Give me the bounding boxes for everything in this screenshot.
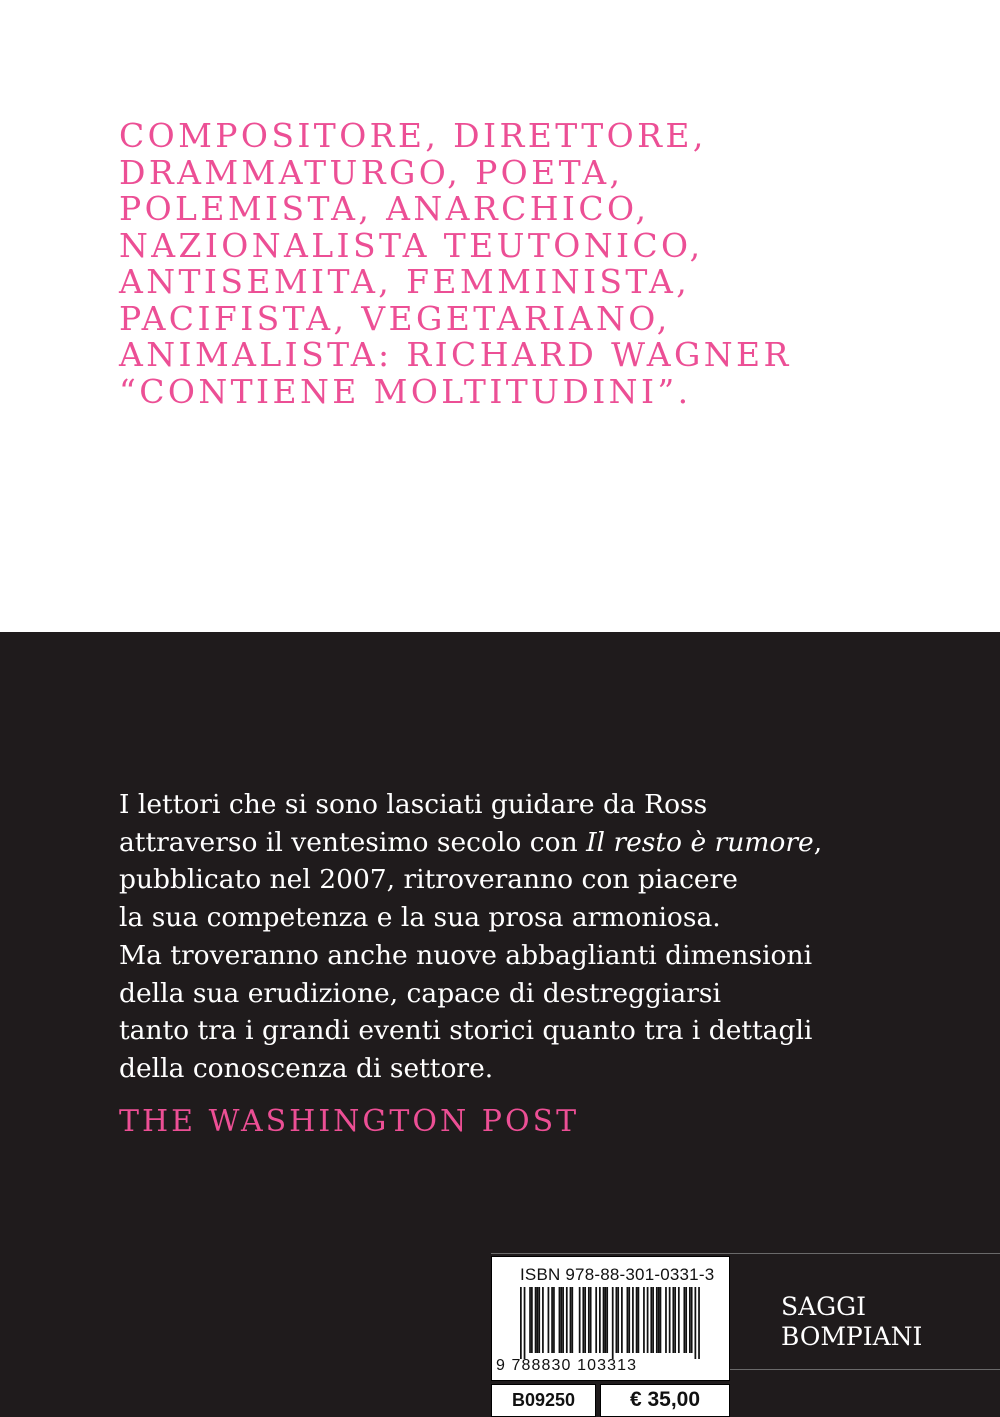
barcode-bar (612, 1287, 614, 1359)
review-line: della sua erudizione, capace di destreggiarsi (119, 977, 721, 1009)
barcode-bar (617, 1287, 619, 1353)
barcode-bar (638, 1287, 640, 1353)
review-quote (119, 786, 979, 1088)
review-source: THE WASHINGTON POST (119, 1104, 580, 1139)
barcode-bar (553, 1287, 555, 1353)
publisher-logo (781, 1292, 922, 1352)
barcode-bar (559, 1287, 561, 1353)
isbn-label: ISBN 978-88-301-0331-3 (520, 1265, 715, 1284)
divider-line (491, 1253, 1000, 1254)
barcode-bar (579, 1287, 581, 1353)
barcode-box (491, 1256, 730, 1381)
headline-line: NAZIONALISTA TEUTONICO, (119, 225, 704, 265)
barcode-bar (647, 1287, 649, 1353)
barcode-bar (660, 1287, 662, 1353)
headline-line: PACIFISTA, VEGETARIANO, (119, 298, 671, 338)
barcode-bar (599, 1287, 601, 1353)
barcode-bar (590, 1287, 592, 1353)
barcode-bar (683, 1287, 685, 1353)
barcode-bar (538, 1287, 540, 1353)
barcode-bar (698, 1287, 700, 1359)
barcode-bar (588, 1287, 590, 1353)
barcode-bar (672, 1287, 674, 1353)
review-line: pubblicato nel 2007, ritroveranno con piacere (119, 864, 738, 896)
barcode-bar (571, 1287, 573, 1353)
review-line: I lettori che si sono lasciati guidare da Ross (119, 789, 708, 820)
barcode-bar (520, 1287, 522, 1359)
barcode-bar (643, 1287, 645, 1353)
price: € 35,00 (629, 1388, 701, 1411)
barcode-bar (678, 1287, 680, 1353)
barcode-bar (621, 1287, 623, 1353)
review-line (119, 824, 979, 862)
barcode-digits: 9 788830 103313 (496, 1357, 638, 1374)
review-text: attraverso il ventesimo secolo con (119, 826, 587, 858)
barcode-bar (537, 1287, 539, 1353)
barcode-bar (656, 1287, 658, 1353)
headline-line: “CONTIENE MOLTITUDINI”. (119, 371, 692, 411)
headline (119, 118, 792, 410)
barcode-bar (694, 1287, 696, 1359)
divider-line (730, 1369, 1000, 1370)
barcode-bar (570, 1287, 572, 1353)
barcode-bar (604, 1287, 606, 1353)
headline-line: DRAMMATURGO, POETA, (119, 152, 624, 192)
review-line: tanto tra i grandi eventi storici quanto tra i dettagli (119, 1015, 813, 1047)
barcode-bar (562, 1287, 564, 1353)
headline-line: COMPOSITORE, DIRETTORE, (119, 116, 707, 155)
barcode-bar (658, 1287, 660, 1353)
barcode-bar (665, 1287, 667, 1353)
publisher-name: BOMPIANI (781, 1322, 923, 1351)
barcode-bar (551, 1287, 553, 1353)
barcode-bar (628, 1287, 630, 1353)
barcode-bar (529, 1287, 531, 1353)
barcode-bar (524, 1287, 526, 1359)
review-line: la sua competenza e la sua prosa armoniosa. (119, 902, 721, 934)
book-title: Il resto è rumore (586, 826, 814, 858)
barcode-bar (669, 1287, 671, 1353)
review-text: , (813, 826, 823, 858)
barcode-bar (652, 1287, 654, 1353)
barcode-bar (606, 1287, 608, 1353)
barcode-bar (616, 1287, 618, 1353)
headline-line: POLEMISTA, ANARCHICO, (119, 189, 650, 228)
barcode-bar (627, 1287, 629, 1353)
barcode-bar (584, 1287, 586, 1353)
barcode-bar (531, 1287, 533, 1353)
price-box (600, 1384, 730, 1417)
product-code: B09250 (511, 1390, 576, 1410)
publisher-series: SAGGI (781, 1292, 866, 1321)
barcode-bar (691, 1287, 693, 1353)
barcode-bar (603, 1287, 605, 1353)
top-section (0, 0, 1000, 632)
review-line: della conoscenza di settore. (119, 1052, 494, 1084)
barcode-bar (560, 1287, 562, 1353)
barcode-bar (636, 1287, 638, 1353)
barcode-bar (674, 1287, 676, 1353)
barcode-bar (548, 1287, 550, 1353)
barcode-bar (650, 1287, 652, 1353)
review-line: Ma troveranno anche nuove abbaglianti dimensioni (119, 939, 813, 971)
barcode-bar (689, 1287, 691, 1353)
barcode-bar (582, 1287, 584, 1353)
barcode-bar (632, 1287, 634, 1353)
barcode-bar (595, 1287, 597, 1353)
headline-line: ANTISEMITA, FEMMINISTA, (119, 262, 691, 301)
product-code-box (491, 1384, 596, 1417)
barcode-bar (535, 1287, 537, 1353)
barcode-bar (542, 1287, 544, 1353)
headline-line: ANIMALISTA: RICHARD WAGNER (119, 335, 792, 374)
barcode-bar (685, 1287, 687, 1353)
barcode-bar (566, 1287, 568, 1353)
